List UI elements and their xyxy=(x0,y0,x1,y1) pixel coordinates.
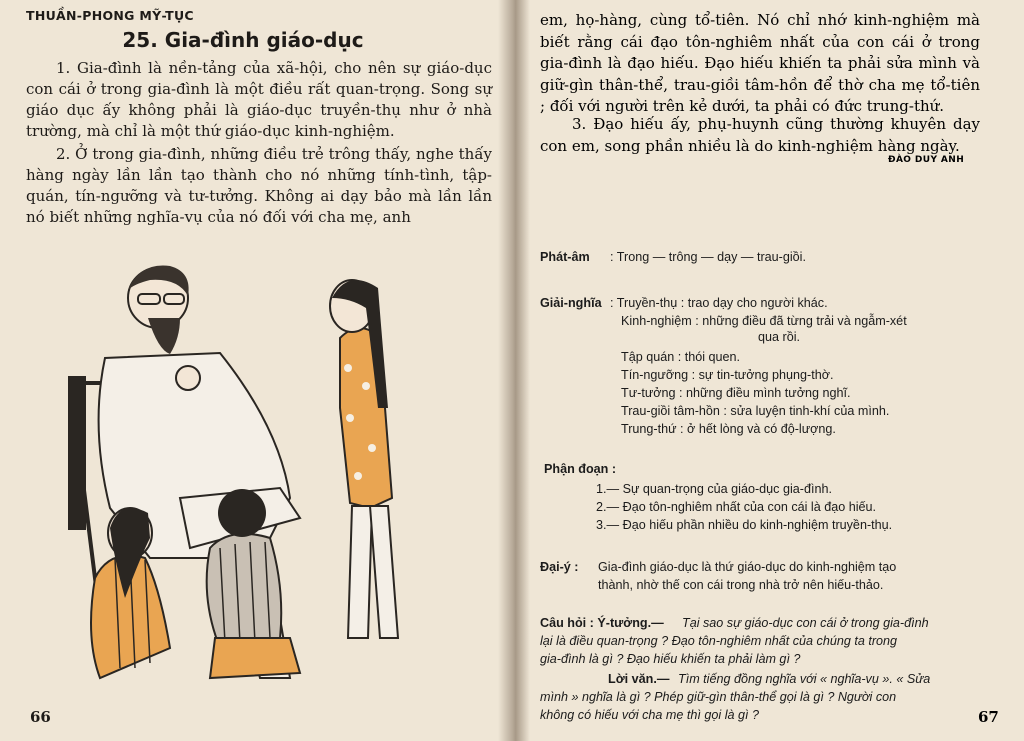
standing-girl-figure xyxy=(330,280,398,638)
giai-nghia-line: qua rồi. xyxy=(758,330,801,344)
paragraph-3: 3. Đạo hiếu ấy, phụ-huynh cũng thường khuyên dạy con em, song phần nhiều là do kinh-nghiệm hàng ngày. xyxy=(540,115,980,155)
page-number-left: 66 xyxy=(30,708,51,726)
phan-doan-item: 3.— Đạo hiếu phần nhiều do kinh-nghiệm truyền-thụ. xyxy=(596,518,893,532)
loi-van-label: Lời văn.— xyxy=(608,672,670,686)
giai-nghia-line: Kinh-nghiệm : những điều đã từng trải và ngẫm-xét xyxy=(621,314,907,328)
lesson-title: 25. Gia-đình giáo-dục xyxy=(122,28,364,52)
giai-nghia-line: Tư-tưởng : những điều mình tưởng nghĩ. xyxy=(621,386,851,400)
giai-nghia-line: Trung-thứ : ở hết lòng và có độ-lượng. xyxy=(621,422,836,436)
loi-van-line: Tìm tiếng đồng nghĩa với « nghĩa-vụ ». « Sửa xyxy=(678,672,931,686)
family-illustration xyxy=(30,258,460,698)
phat-am-label: Phát-âm xyxy=(540,250,590,264)
giai-nghia-line: Trau-giồi tâm-hồn : sửa luyện tinh-khí của mình. xyxy=(621,404,890,418)
paragraph-2: 2. Ở trong gia-đình, những điều trẻ trông thấy, nghe thấy hàng ngày lần lần tạo thành cho nó những tính-tình, tập-quán, tín-ngưỡng và tư-tưởng. Không ai dạy bảo mà lần lần nó biết những nghĩa-vụ của nó đối với cha mẹ, anh xyxy=(26,145,492,226)
page-number-right: 67 xyxy=(978,708,999,726)
cau-hoi-line: Tại sao sự giáo-dục con cái ở trong gia-đình xyxy=(682,616,929,630)
loi-van-line: không có hiếu với cha mẹ thì gọi là gì ? xyxy=(540,708,760,722)
giai-nghia-label: Giải-nghĩa xyxy=(540,296,602,310)
giai-nghia-line: : Truyền-thụ : trao dạy cho người khác. xyxy=(610,296,828,310)
cau-hoi-line: lại là điều quan-trọng ? Đạo tôn-nghiêm nhất của chúng ta trong xyxy=(540,634,898,648)
phan-doan-item: 1.— Sự quan-trọng của giáo-dục gia-đình. xyxy=(596,482,832,496)
paragraph-1: 1. Gia-đình là nền-tảng của xã-hội, cho nên sự giáo-dục con cái ở trong gia-đình là một điều rất quan-trọng. Song sự giáo dục ấy không phải là giáo-dục truyền-thụ như ở nhà trường, mà chỉ là một thứ giáo-dục kinh-nghiệm. xyxy=(26,59,492,140)
loi-van-line: mình » nghĩa là gì ? Phép giữ-gìn thân-thể gọi là gì ? Người con xyxy=(540,690,897,704)
phan-doan-item: 2.— Đạo tôn-nghiêm nhất của con cái là đạo hiếu. xyxy=(596,500,877,514)
dai-y-line: Gia-đình giáo-dục là thứ giáo-dục do kinh-nghiệm tạo xyxy=(598,560,897,574)
phan-doan-label: Phận đoạn : xyxy=(544,462,617,476)
phat-am-text: : Trong — trông — dạy — trau-giồi. xyxy=(610,250,806,264)
author-signature: ĐÀO DUY ANH xyxy=(888,155,965,165)
cau-hoi-label: Câu hỏi : Ý-tưởng.— xyxy=(540,616,664,630)
giai-nghia-line: Tín-ngưỡng : sự tin-tưởng phụng-thờ. xyxy=(621,368,834,382)
running-head: THUẦN-PHONG MỸ-TỤC xyxy=(26,8,194,23)
cau-hoi-line: gia-đình là gì ? Đạo hiếu khiến ta phải làm gì ? xyxy=(540,652,801,666)
dai-y-label: Đại-ý : xyxy=(540,560,579,574)
book-gutter xyxy=(498,0,530,741)
dai-y-line: thành, nhờ thế con cái trong nhà trở nên hiếu-thảo. xyxy=(598,578,884,592)
paragraph-continued: em, họ-hàng, cùng tổ-tiên. Nó chỉ nhớ kinh-nghiệm mà biết rằng cái đạo tôn-nghiêm nhất của con cái ở trong gia-đình là đạo hiếu. Đạo hiếu khiến ta phải sửa mình và giữ-gìn thân-thể, trau-giồi tâm-hồn để thờ cha mẹ tổ-tiên ; đối với người trên kẻ dưới, ta phải có đức trung-thứ. xyxy=(540,11,980,115)
giai-nghia-line: Tập quán : thói quen. xyxy=(621,350,741,364)
